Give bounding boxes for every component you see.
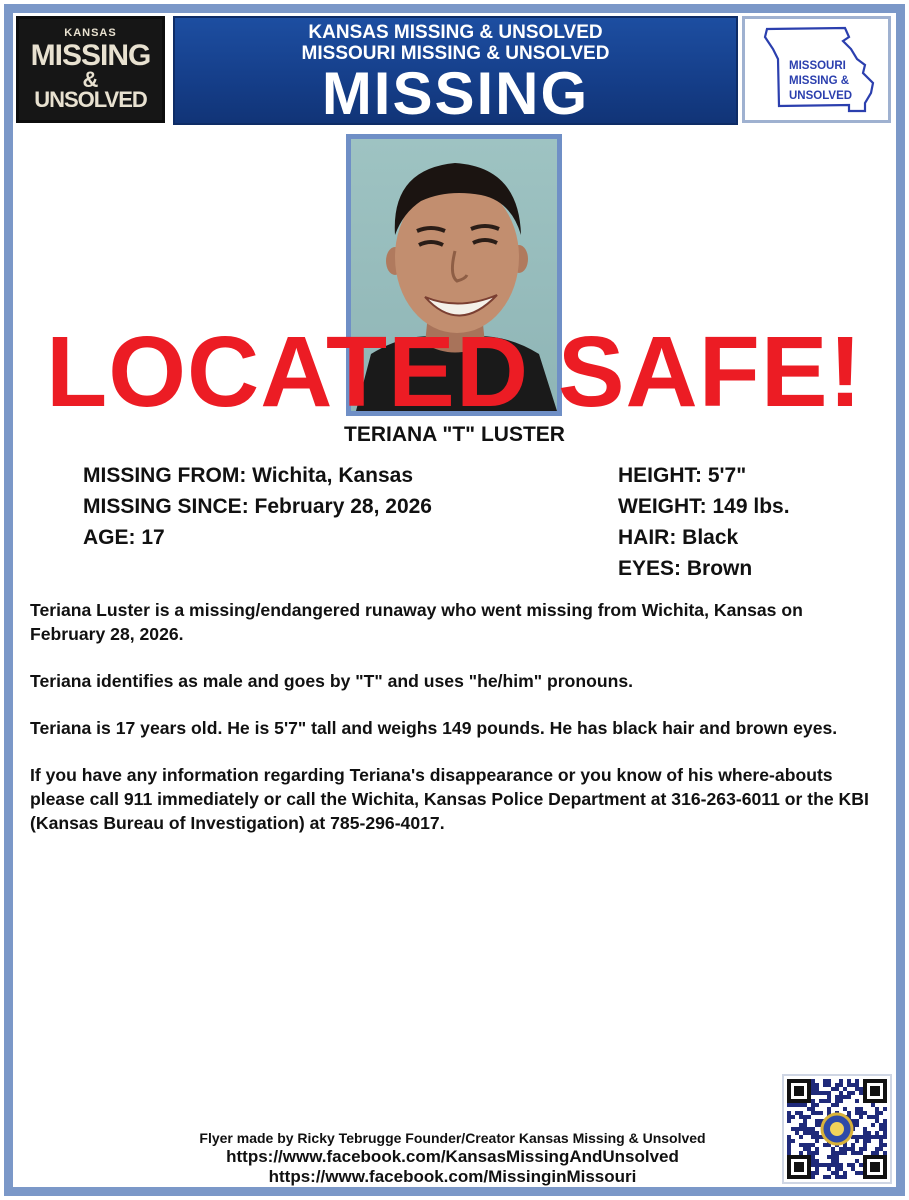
details-left-column [83,460,432,553]
detail-height: HEIGHT: 5'7" [618,464,747,487]
paragraph-contact: If you have any information regarding Teriana's disappearance or you know of his where-abouts please call 911 immediately or call the Wichita, Kansas Police Department at 316-263-6011 or the KBI (Kansas Bureau of Investigation) at 785-296-4017. [30,765,869,833]
footer [0,1129,909,1187]
banner-missouri-line: MISSOURI MISSING & UNSOLVED [301,43,610,64]
detail-missing-from: MISSING FROM: Wichita, Kansas [83,464,414,487]
facebook-kansas-link[interactable]: https://www.facebook.com/KansasMissingAndUnsolved [226,1147,679,1166]
logo-kansas-text: KANSAS [64,27,117,39]
person-name: TERIANA "T" LUSTER [344,423,565,446]
footer-credit: Flyer made by Ricky Tebrugge Founder/Creator Kansas Missing & Unsolved [199,1130,706,1146]
details-right-column [618,460,790,584]
located-safe-overlay: LOCATED SAFE! [46,316,863,428]
detail-weight: WEIGHT: 149 lbs. [618,495,790,518]
paragraph-circumstances: Teriana Luster is a missing/endangered runaway who went missing from Wichita, Kansas on February 28, 2026. [30,600,803,644]
detail-hair: HAIR: Black [618,526,739,549]
facebook-missouri-link[interactable]: https://www.facebook.com/MissinginMissouri [268,1167,637,1186]
logo-ampersand: & [82,67,99,92]
missouri-logo-text: MISSOURI MISSING & UNSOLVED [789,60,853,102]
banner-title: MISSING [321,60,590,127]
logo-missing-text: MISSING [30,39,151,72]
missouri-missing-unsolved-logo [742,16,891,123]
qr-code[interactable] [782,1074,892,1184]
kansas-missing-unsolved-logo [16,16,165,123]
header-banner [173,16,738,125]
paragraph-description: Teriana is 17 years old. He is 5'7" tall and weighs 149 pounds. He has black hair and brown eyes. [30,718,838,738]
paragraph-identity: Teriana identifies as male and goes by "T" and uses "he/him" pronouns. [30,671,634,691]
detail-eyes: EYES: Brown [618,557,753,580]
detail-age: AGE: 17 [83,526,165,549]
detail-missing-since: MISSING SINCE: February 28, 2026 [83,495,432,518]
description-text [30,598,880,858]
logo-unsolved-text: UNSOLVED [34,87,147,112]
qr-code-icon [784,1076,890,1182]
banner-kansas-line: KANSAS MISSING & UNSOLVED [308,22,603,43]
